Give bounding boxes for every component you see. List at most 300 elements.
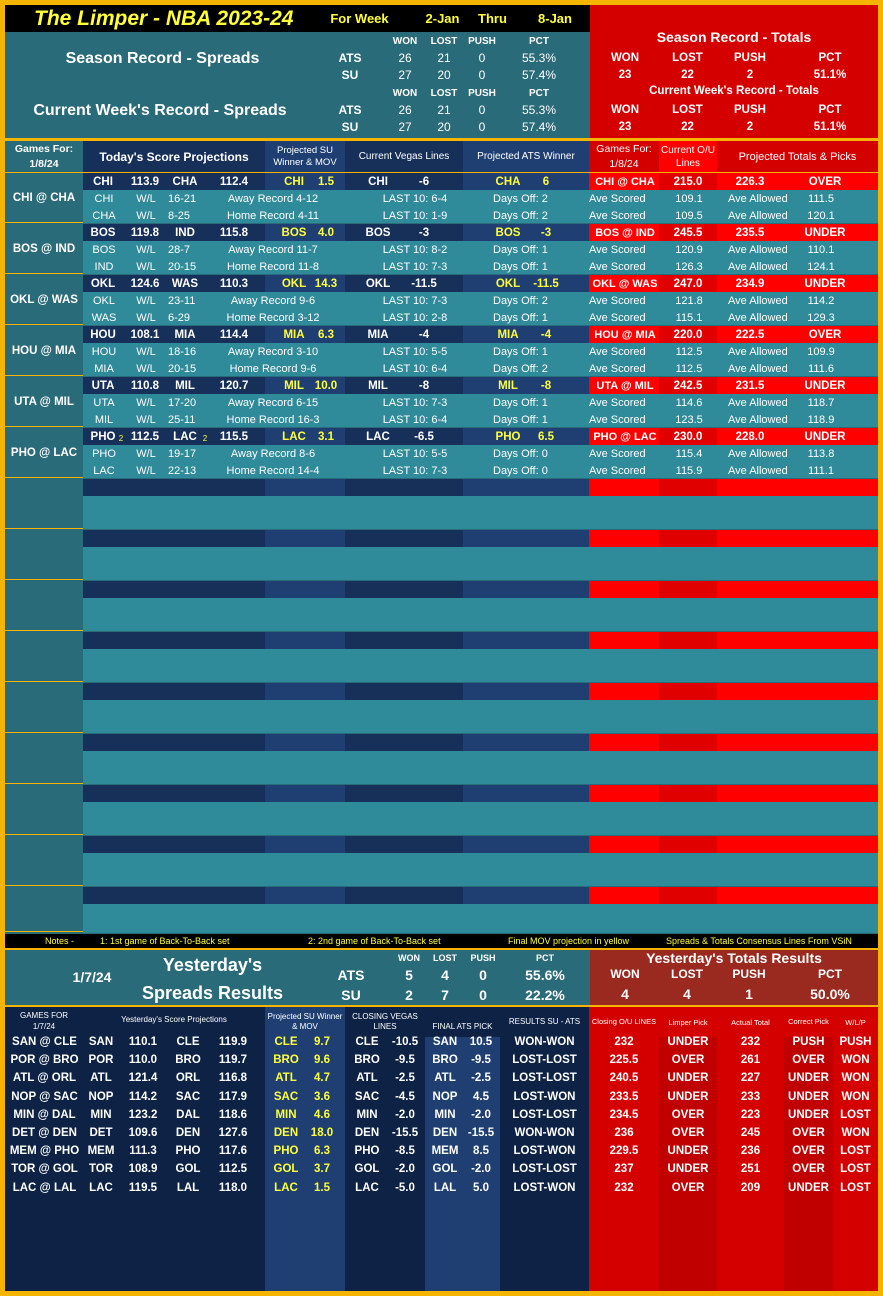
su-col-bg: [265, 785, 345, 802]
result-away-score: 119.5: [128, 1181, 158, 1194]
result-home-team: DAL: [176, 1108, 200, 1121]
ave-allowed-label: Ave Allowed: [728, 362, 788, 375]
su-col-bg: [265, 632, 345, 649]
total-pick: UNDER: [804, 277, 846, 290]
su-winner: MIA: [283, 328, 305, 341]
result-limper-pick: UNDER: [667, 1145, 709, 1158]
last-10: LAST 10: 7-3: [382, 294, 448, 307]
week_spreads-value: 55.3%: [521, 103, 557, 117]
result-matchup: NOP @ SAC: [11, 1090, 78, 1103]
result-su-winner: PHO: [273, 1145, 299, 1158]
result-ats-team: BRO: [432, 1054, 458, 1067]
venue-record: Away Record 8-6: [230, 447, 316, 460]
result-correct-pick: OVER: [792, 1163, 825, 1176]
ave-scored: 109.5: [675, 209, 703, 222]
week_totals-value: 51.1%: [813, 120, 847, 133]
ave-allowed: 111.1: [808, 464, 834, 477]
yesterday-title-1: Yesterday's: [162, 954, 263, 975]
season_spreads-value: 26: [398, 51, 412, 65]
week-spreads-label: Current Week's Record - Spreads: [33, 102, 287, 119]
b2b-marker: 2: [118, 434, 124, 443]
result-ats-line: -2.5: [471, 1072, 491, 1085]
week_spreads-col-lost: LOST: [430, 87, 458, 99]
vegas-team: MIA: [367, 328, 389, 341]
result-su-winner: GOL: [273, 1163, 299, 1176]
result-su-winner: DEN: [273, 1127, 299, 1139]
wl-record: 23-11: [168, 294, 196, 307]
team-abbr: MIL: [94, 413, 114, 426]
venue-record: Home Record 9-6: [229, 362, 317, 375]
results-wlp-header: W/L/P: [833, 1007, 878, 1037]
ave-scored: 112.5: [675, 362, 703, 375]
result-su-ats: LOST-LOST: [512, 1108, 577, 1121]
season_totals-col-push: PUSH: [734, 51, 766, 64]
totals-matchup: PHO @ LAC: [593, 430, 657, 443]
last-10: LAST 10: 6-4: [382, 192, 448, 205]
ou-col-bg: [659, 581, 717, 598]
matchup-label: BOS @ IND: [12, 243, 76, 255]
wl-label: W/L: [136, 464, 156, 477]
su-winner: OKL: [281, 277, 307, 290]
su-mov: 3.1: [318, 430, 334, 443]
result-closing-line: -10.5: [391, 1036, 419, 1048]
vegas-line: -6.5: [414, 430, 434, 443]
result-su-winner: ATL: [275, 1072, 297, 1085]
result-home-score: 118.6: [218, 1108, 248, 1121]
result-su-ats: LOST-WON: [513, 1145, 576, 1158]
home-team: MIA: [174, 328, 196, 341]
last-10: LAST 10: 1-9: [382, 209, 448, 222]
game-lower-bg: [83, 649, 589, 682]
ave-scored: 114.6: [675, 396, 703, 409]
score-projections-header: Today's Score Projections: [83, 141, 265, 172]
ave-scored-label: Ave Scored: [589, 311, 646, 324]
ave-allowed: 114.2: [807, 294, 835, 307]
result-matchup: SAN @ CLE: [12, 1036, 77, 1048]
ave-scored: 120.9: [675, 243, 703, 256]
result-limper-pick: UNDER: [667, 1090, 709, 1103]
last-10: LAST 10: 6-4: [382, 413, 448, 426]
ats-col-bg: [463, 734, 589, 751]
result-closing-ou: 233.5: [609, 1090, 639, 1103]
su-winner: CHI: [284, 175, 304, 188]
ave-scored-label: Ave Scored: [589, 464, 646, 477]
team-abbr: UTA: [93, 396, 115, 409]
season_spreads-value: 27: [398, 68, 412, 82]
ou-col-bg: [659, 836, 717, 853]
result-away-team: POR: [88, 1054, 114, 1067]
game-lower-bg: [83, 853, 589, 886]
result-wlp: WON: [841, 1054, 870, 1067]
away-team: BOS: [90, 226, 116, 239]
for-week-label: For Week: [330, 11, 389, 26]
result-closing-team: SAC: [354, 1090, 380, 1103]
season_spreads-value: 21: [437, 51, 451, 65]
result-actual-total: 251: [740, 1163, 761, 1176]
su-col-bg: [265, 581, 345, 598]
season_totals-value: 22: [681, 68, 694, 81]
proj-su-header: Projected SU Winner & MOV: [265, 141, 345, 172]
result-wlp: WON: [841, 1072, 870, 1085]
games-for-label: Games For:: [14, 143, 74, 155]
week_totals-value: 23: [618, 120, 632, 133]
ats-col-bg: [463, 632, 589, 649]
su-winner: MIL: [284, 379, 304, 392]
result-su-winner: LAC: [274, 1181, 298, 1194]
result-ats-team: GOL: [432, 1163, 458, 1176]
totals-lower-bg: [589, 802, 878, 835]
ave-allowed-label: Ave Allowed: [728, 396, 788, 409]
yesterday-totals-value: 50.0%: [810, 986, 850, 1002]
ave-allowed-label: Ave Allowed: [728, 243, 788, 256]
vegas-line: -6: [418, 175, 430, 188]
vegas-team: BOS: [365, 226, 391, 239]
wl-record: 16-21: [168, 192, 197, 205]
su-mov: 4.0: [318, 226, 334, 239]
venue-record: Away Record 3-10: [227, 345, 319, 358]
wl-label: W/L: [136, 260, 156, 273]
ats-value: -3: [540, 226, 552, 239]
su-col-bg: [265, 887, 345, 904]
ave-scored-label: Ave Scored: [589, 243, 646, 256]
results-final-ats-header: FINAL ATS PICK: [432, 1021, 493, 1031]
last-10: LAST 10: 8-2: [382, 243, 448, 256]
ave-scored-label: Ave Scored: [589, 294, 646, 307]
total-pick: UNDER: [804, 226, 846, 239]
result-actual-total: 236: [740, 1145, 761, 1158]
result-actual-total: 245: [740, 1127, 761, 1139]
result-ats-team: LAL: [433, 1181, 457, 1194]
week_spreads-value: 26: [398, 103, 412, 117]
result-correct-pick: PUSH: [792, 1036, 825, 1048]
wl-label: W/L: [136, 294, 156, 307]
ave-allowed-label: Ave Allowed: [728, 192, 788, 205]
ats-winner: PHO: [495, 430, 521, 443]
result-home-score: 118.0: [218, 1181, 248, 1194]
last-10: LAST 10: 7-3: [382, 396, 448, 409]
game-lower-bg: [83, 904, 589, 933]
week_spreads-value: 27: [398, 120, 412, 134]
totals-top-row-bg: [589, 479, 878, 496]
ave-scored: 115.1: [675, 311, 703, 324]
result-away-score: 114.2: [128, 1090, 158, 1103]
su-mov: 14.3: [314, 277, 338, 290]
result-su-ats: LOST-LOST: [512, 1072, 577, 1085]
result-actual-total: 227: [740, 1072, 761, 1085]
result-home-team: CLE: [176, 1036, 200, 1048]
totals-matchup: OKL @ WAS: [592, 277, 658, 290]
totals-lower-bg: [589, 904, 878, 933]
wl-record: 20-15: [168, 362, 197, 375]
result-wlp: LOST: [840, 1108, 871, 1121]
last-10: LAST 10: 6-4: [382, 362, 448, 375]
ou-col-bg: [659, 683, 717, 700]
result-su-mov: 3.6: [314, 1090, 330, 1103]
current-ou: 230.0: [673, 430, 703, 443]
days-off: Days Off: 1: [493, 260, 548, 273]
result-ats-team: MEM: [431, 1145, 459, 1158]
last-10: LAST 10: 7-3: [382, 464, 448, 477]
b2b-marker: 2: [202, 434, 208, 443]
result-wlp: LOST: [840, 1181, 871, 1194]
result-correct-pick: UNDER: [788, 1072, 829, 1085]
ats-col-bg: [463, 530, 589, 547]
ou-col-bg: [659, 734, 717, 751]
ats-col-bg: [463, 581, 589, 598]
result-matchup: MIN @ DAL: [13, 1108, 76, 1121]
result-closing-line: -4.5: [395, 1090, 415, 1103]
vegas-lines-header: Current Vegas Lines: [345, 141, 463, 172]
result-home-score: 116.8: [218, 1072, 248, 1085]
ave-allowed-label: Ave Allowed: [728, 447, 788, 460]
result-closing-team: PHO: [354, 1145, 380, 1158]
ats-col-bg: [463, 683, 589, 700]
result-limper-pick: UNDER: [667, 1163, 709, 1176]
last-10: LAST 10: 2-8: [382, 311, 448, 324]
yesterday-value: 4: [441, 967, 449, 983]
result-away-score: 123.2: [128, 1108, 158, 1121]
season_spreads-value: 0: [478, 68, 486, 82]
ats-value: -8: [540, 379, 552, 392]
result-closing-ou: 234.5: [609, 1108, 639, 1121]
result-home-score: 119.9: [218, 1036, 248, 1048]
yesterday-value: 55.6%: [525, 967, 565, 983]
team-abbr: OKL: [92, 294, 115, 307]
home-score: 112.4: [219, 175, 249, 188]
team-abbr: MIA: [94, 362, 114, 375]
season_spreads-col-push: PUSH: [468, 35, 496, 47]
result-closing-team: MIN: [356, 1108, 378, 1121]
ave-scored: 115.9: [675, 464, 703, 477]
week-totals-label: Current Week's Record - Totals: [649, 85, 819, 97]
totals-matchup: CHI @ CHA: [595, 175, 655, 188]
week_totals-value: 22: [681, 120, 694, 133]
current-ou: 247.0: [673, 277, 703, 290]
wl-label: W/L: [136, 362, 156, 375]
vegas-team: MIL: [368, 379, 388, 392]
result-away-score: 111.3: [129, 1145, 157, 1158]
ave-scored-label: Ave Scored: [589, 413, 646, 426]
result-home-score: 117.6: [218, 1145, 248, 1158]
current-ou: 245.5: [673, 226, 703, 239]
week-thru: Thru: [478, 11, 507, 26]
result-ats-line: -9.5: [471, 1054, 491, 1067]
result-correct-pick: UNDER: [788, 1108, 829, 1121]
totals-picks-header: Projected Totals & Picks: [717, 141, 878, 172]
venue-record: Away Record 4-12: [227, 192, 319, 205]
result-home-team: LAL: [176, 1181, 200, 1194]
venue-record: Home Record 3-12: [226, 311, 320, 324]
matchup-label: HOU @ MIA: [11, 345, 77, 357]
ave-allowed: 124.1: [807, 260, 835, 273]
ave-scored: 109.1: [675, 192, 703, 205]
ave-scored-label: Ave Scored: [589, 362, 646, 375]
result-closing-line: -2.0: [395, 1163, 415, 1176]
ave-scored: 123.5: [675, 413, 703, 426]
result-home-score: 127.6: [218, 1127, 248, 1139]
week_spreads-col-push: PUSH: [468, 87, 496, 99]
ou-col-bg: [659, 632, 717, 649]
current-ou: 215.0: [673, 175, 703, 188]
result-ats-line: 8.5: [473, 1145, 489, 1158]
result-home-team: ORL: [175, 1072, 201, 1085]
result-away-team: ATL: [90, 1072, 112, 1085]
result-su-mov: 4.6: [314, 1108, 330, 1121]
ave-scored-label: Ave Scored: [589, 260, 646, 273]
matchup-cell-bg: [5, 581, 83, 631]
totals-lower-bg: [589, 649, 878, 682]
ats-winner: MIA: [497, 328, 519, 341]
week_totals-col-lost: LOST: [672, 103, 703, 116]
team-abbr: BOS: [92, 243, 116, 256]
season_spreads-value: 57.4%: [521, 68, 557, 82]
result-wlp: LOST: [840, 1163, 871, 1176]
result-correct-pick: UNDER: [788, 1090, 829, 1103]
su-winner: BOS: [281, 226, 307, 239]
wl-label: W/L: [136, 413, 156, 426]
venue-record: Away Record 11-7: [228, 243, 318, 256]
result-limper-pick: OVER: [671, 1127, 705, 1139]
ave-scored: 126.3: [675, 260, 703, 273]
matchup-cell-bg: [5, 479, 83, 529]
week_spreads-value: 0: [478, 120, 486, 134]
result-su-winner: MIN: [275, 1108, 297, 1121]
result-home-team: BRO: [175, 1054, 201, 1067]
results-games-for: GAMES FOR: [19, 1010, 68, 1020]
result-su-winner: SAC: [273, 1090, 299, 1103]
venue-record: Home Record 14-4: [226, 464, 320, 477]
result-home-score: 112.5: [218, 1163, 248, 1176]
ave-scored-label: Ave Scored: [589, 396, 646, 409]
team-abbr: CHA: [92, 209, 116, 222]
totals-top-row-bg: [589, 581, 878, 598]
result-closing-team: CLE: [355, 1036, 379, 1048]
home-score: 115.5: [219, 430, 249, 443]
game-lower-bg: [83, 547, 589, 580]
result-matchup: MEM @ PHO: [9, 1145, 80, 1158]
last-10: LAST 10: 5-5: [382, 345, 448, 358]
result-home-team: SAC: [175, 1090, 201, 1103]
yesterday-col-pct: PCT: [536, 953, 554, 963]
result-home-score: 119.7: [218, 1054, 248, 1067]
yesterday-row-label: ATS: [337, 967, 365, 983]
yesterday-totals-title: Yesterday's Totals Results: [646, 950, 822, 966]
result-away-score: 109.6: [128, 1127, 158, 1139]
result-home-score: 117.9: [218, 1090, 248, 1103]
season_spreads-col-won: WON: [392, 35, 418, 47]
week_spreads-value: 57.4%: [521, 120, 557, 134]
projected-total: 222.5: [735, 328, 765, 341]
wl-label: W/L: [136, 447, 156, 460]
yesterday-date: 1/7/24: [72, 969, 112, 985]
ats-value: 6: [542, 175, 550, 188]
totals-matchup: BOS @ IND: [595, 226, 655, 239]
venue-record: Away Record 9-6: [230, 294, 316, 307]
totals-lower-bg: [589, 700, 878, 733]
season_totals-value: 2: [746, 68, 754, 81]
days-off: Days Off: 2: [493, 209, 548, 222]
result-wlp: WON: [841, 1090, 870, 1103]
result-matchup: ATL @ ORL: [12, 1072, 77, 1085]
venue-record: Home Record 11-8: [226, 260, 320, 273]
venue-record: Home Record 16-3: [226, 413, 320, 426]
su-col-bg: [265, 836, 345, 853]
result-su-ats: WON-WON: [514, 1036, 575, 1048]
result-closing-team: DEN: [354, 1127, 380, 1139]
games-for-r-label: Games For:: [596, 143, 652, 155]
result-limper-pick: OVER: [671, 1108, 705, 1121]
matchup-cell-bg: [5, 785, 83, 835]
season_spreads-row-label: SU: [341, 68, 359, 82]
result-away-score: 110.0: [128, 1054, 158, 1067]
wl-record: 19-17: [168, 447, 197, 460]
season_spreads-row-label: ATS: [338, 51, 362, 65]
current-ou-header: Current O/U Lines: [659, 141, 717, 172]
result-ats-line: 4.5: [473, 1090, 489, 1103]
result-closing-ou: 236: [614, 1127, 634, 1139]
totals-lower-bg: [589, 853, 878, 886]
yesterday-value: 0: [479, 967, 487, 983]
result-correct-pick: OVER: [792, 1127, 825, 1139]
vegas-team: LAC: [366, 430, 390, 443]
yesterday-title-2: Spreads Results: [141, 982, 284, 1003]
home-score: 110.3: [219, 277, 249, 290]
result-ats-team: DEN: [432, 1127, 458, 1139]
result-actual-total: 223: [740, 1108, 761, 1121]
team-abbr: LAC: [93, 464, 115, 477]
days-off: Days Off: 1: [493, 243, 548, 256]
wl-record: 17-20: [168, 396, 197, 409]
totals-top-row-bg: [589, 785, 878, 802]
su-mov: 10.0: [314, 379, 338, 392]
result-ats-line: 10.5: [469, 1036, 493, 1048]
away-score: 110.8: [130, 379, 160, 392]
vegas-line: -11.5: [411, 277, 437, 290]
total-pick: UNDER: [804, 430, 846, 443]
ou-col-bg: [659, 785, 717, 802]
ats-winner: MIL: [498, 379, 518, 392]
results-date: 1/7/24: [32, 1021, 56, 1031]
totals-lower-bg: [589, 547, 878, 580]
result-correct-pick: OVER: [792, 1054, 825, 1067]
away-score: 108.1: [130, 328, 160, 341]
wl-record: 6-29: [168, 311, 191, 324]
season_totals-value: 23: [618, 68, 632, 81]
wl-label: W/L: [136, 311, 156, 324]
su-col-bg: [265, 683, 345, 700]
matchup-label: OKL @ WAS: [10, 294, 78, 306]
result-ats-team: MIN: [434, 1108, 456, 1121]
wl-record: 8-25: [168, 209, 191, 222]
yesterday-col-won: WON: [398, 953, 420, 963]
ave-allowed: 111.6: [808, 362, 834, 375]
ats-winner: CHA: [495, 175, 521, 188]
vegas-team: CHI: [368, 175, 388, 188]
result-home-team: DEN: [175, 1127, 201, 1139]
total-pick: OVER: [808, 328, 842, 341]
results-proj-su-header: Projected SU Winner & MOV: [265, 1007, 345, 1037]
season_totals-col-won: WON: [610, 51, 640, 64]
team-abbr: CHI: [94, 192, 114, 205]
season_totals-value: 51.1%: [813, 68, 847, 81]
vegas-line: -4: [418, 328, 430, 341]
result-closing-line: -9.5: [395, 1054, 415, 1067]
result-actual-total: 261: [740, 1054, 761, 1067]
away-team: OKL: [90, 277, 116, 290]
result-su-ats: LOST-WON: [513, 1090, 576, 1103]
wl-record: 22-13: [168, 464, 197, 477]
result-closing-team: LAC: [355, 1181, 379, 1194]
